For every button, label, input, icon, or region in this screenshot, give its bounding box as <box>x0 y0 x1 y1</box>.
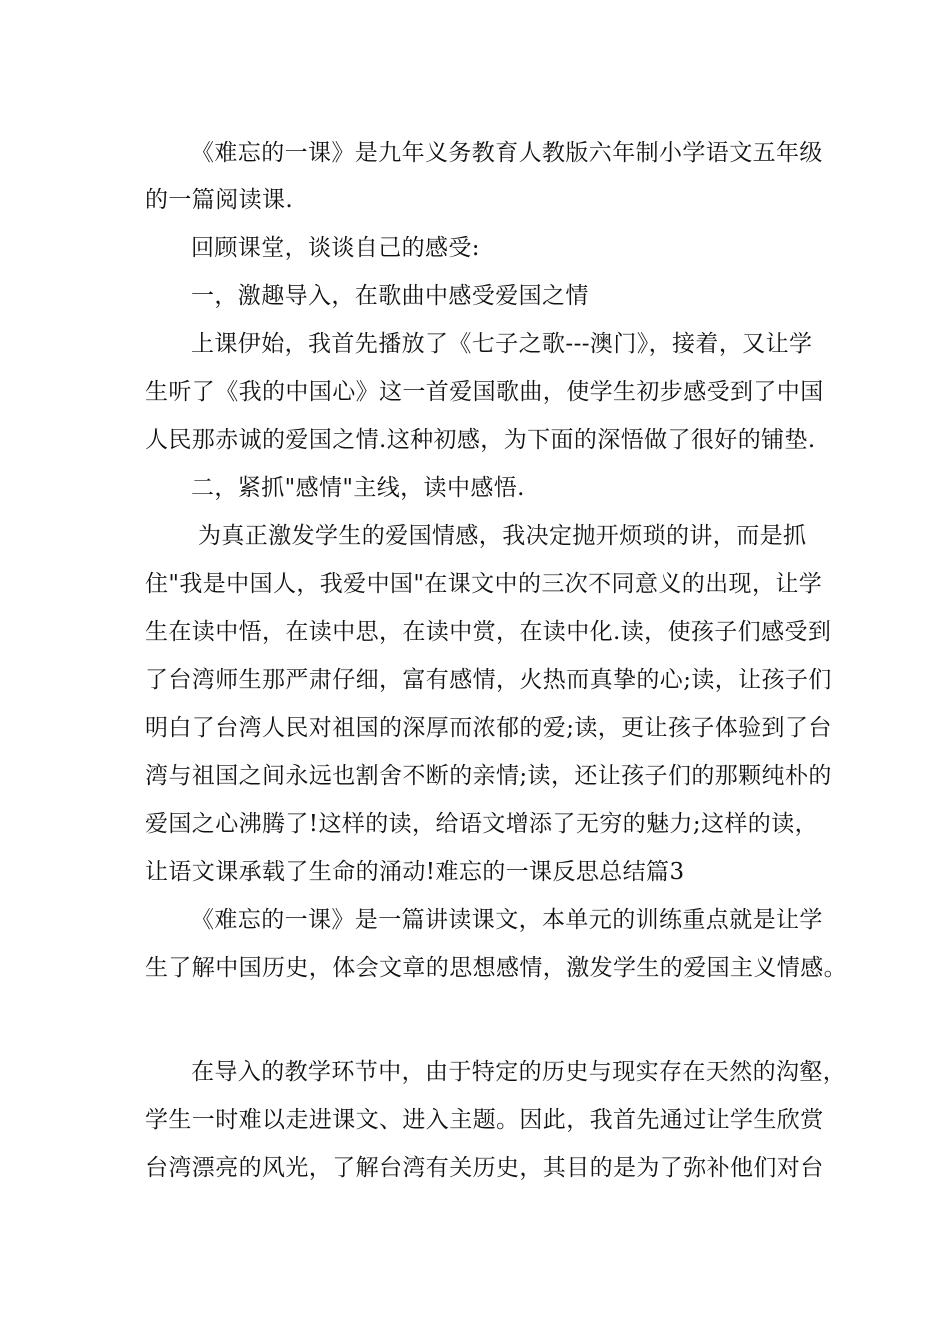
text-line: 生听了《我的中国心》这一首爱国歌曲，使学生初步感受到了中国 <box>145 379 824 405</box>
text-line: 台湾漂亮的风光，了解台湾有关历史，其目的是为了弥补他们对台 <box>145 1155 824 1181</box>
text-line: 生了解中国历史，体会文章的思想感情，激发学生的爱国主义情感。 <box>145 955 847 981</box>
text-line: 爱国之心沸腾了!这样的读，给语文增添了无穷的魅力;这样的读， <box>145 811 818 837</box>
text-line: 了台湾师生那严肃仔细，富有感情，火热而真挚的心;读，让孩子们 <box>145 667 832 693</box>
text-line: 在导入的教学环节中，由于特定的历史与现实存在天然的沟壑， <box>191 1059 847 1085</box>
text-line: 的一篇阅读课. <box>145 187 294 213</box>
text-line: 住"我是中国人，我爱中国"在课文中的三次不同意义的出现，让学 <box>145 571 823 597</box>
text-line: 《难忘的一课》是一篇讲读课文，本单元的训练重点就是让学 <box>191 907 823 933</box>
text-line: 湾与祖国之间永远也割舍不断的亲情;读，还让孩子们的那颗纯朴的 <box>145 763 832 789</box>
text-line: 《难忘的一课》是九年义务教育人教版六年制小学语文五年级 <box>191 140 823 166</box>
section-heading: 一，激趣导入，在歌曲中感受爱国之情 <box>191 283 589 309</box>
text-line: 人民那赤诚的爱国之情.这种初感，为下面的深悟做了很好的铺垫. <box>145 427 816 453</box>
text-line: 上课伊始，我首先播放了《七子之歌---澳门》，接着，又让学 <box>191 331 813 357</box>
text-line: 明白了台湾人民对祖国的深厚而浓郁的爱;读，更让孩子体验到了台 <box>145 715 832 741</box>
text-line: 为真正激发学生的爱国情感，我决定抛开烦琐的讲，而是抓 <box>198 523 807 549</box>
text-line: 生在读中悟，在读中思，在读中赏，在读中化.读，使孩子们感受到 <box>145 619 832 645</box>
text-line: 回顾课堂，谈谈自己的感受: <box>191 235 480 261</box>
text-line: 学生一时难以走进课文、进入主题。因此，我首先通过让学生欣赏 <box>145 1107 824 1133</box>
section-heading: 二，紧抓"感情"主线，读中感悟. <box>191 475 525 501</box>
text-line: 让语文课承载了生命的涌动!难忘的一课反思总结篇3 <box>145 859 685 885</box>
